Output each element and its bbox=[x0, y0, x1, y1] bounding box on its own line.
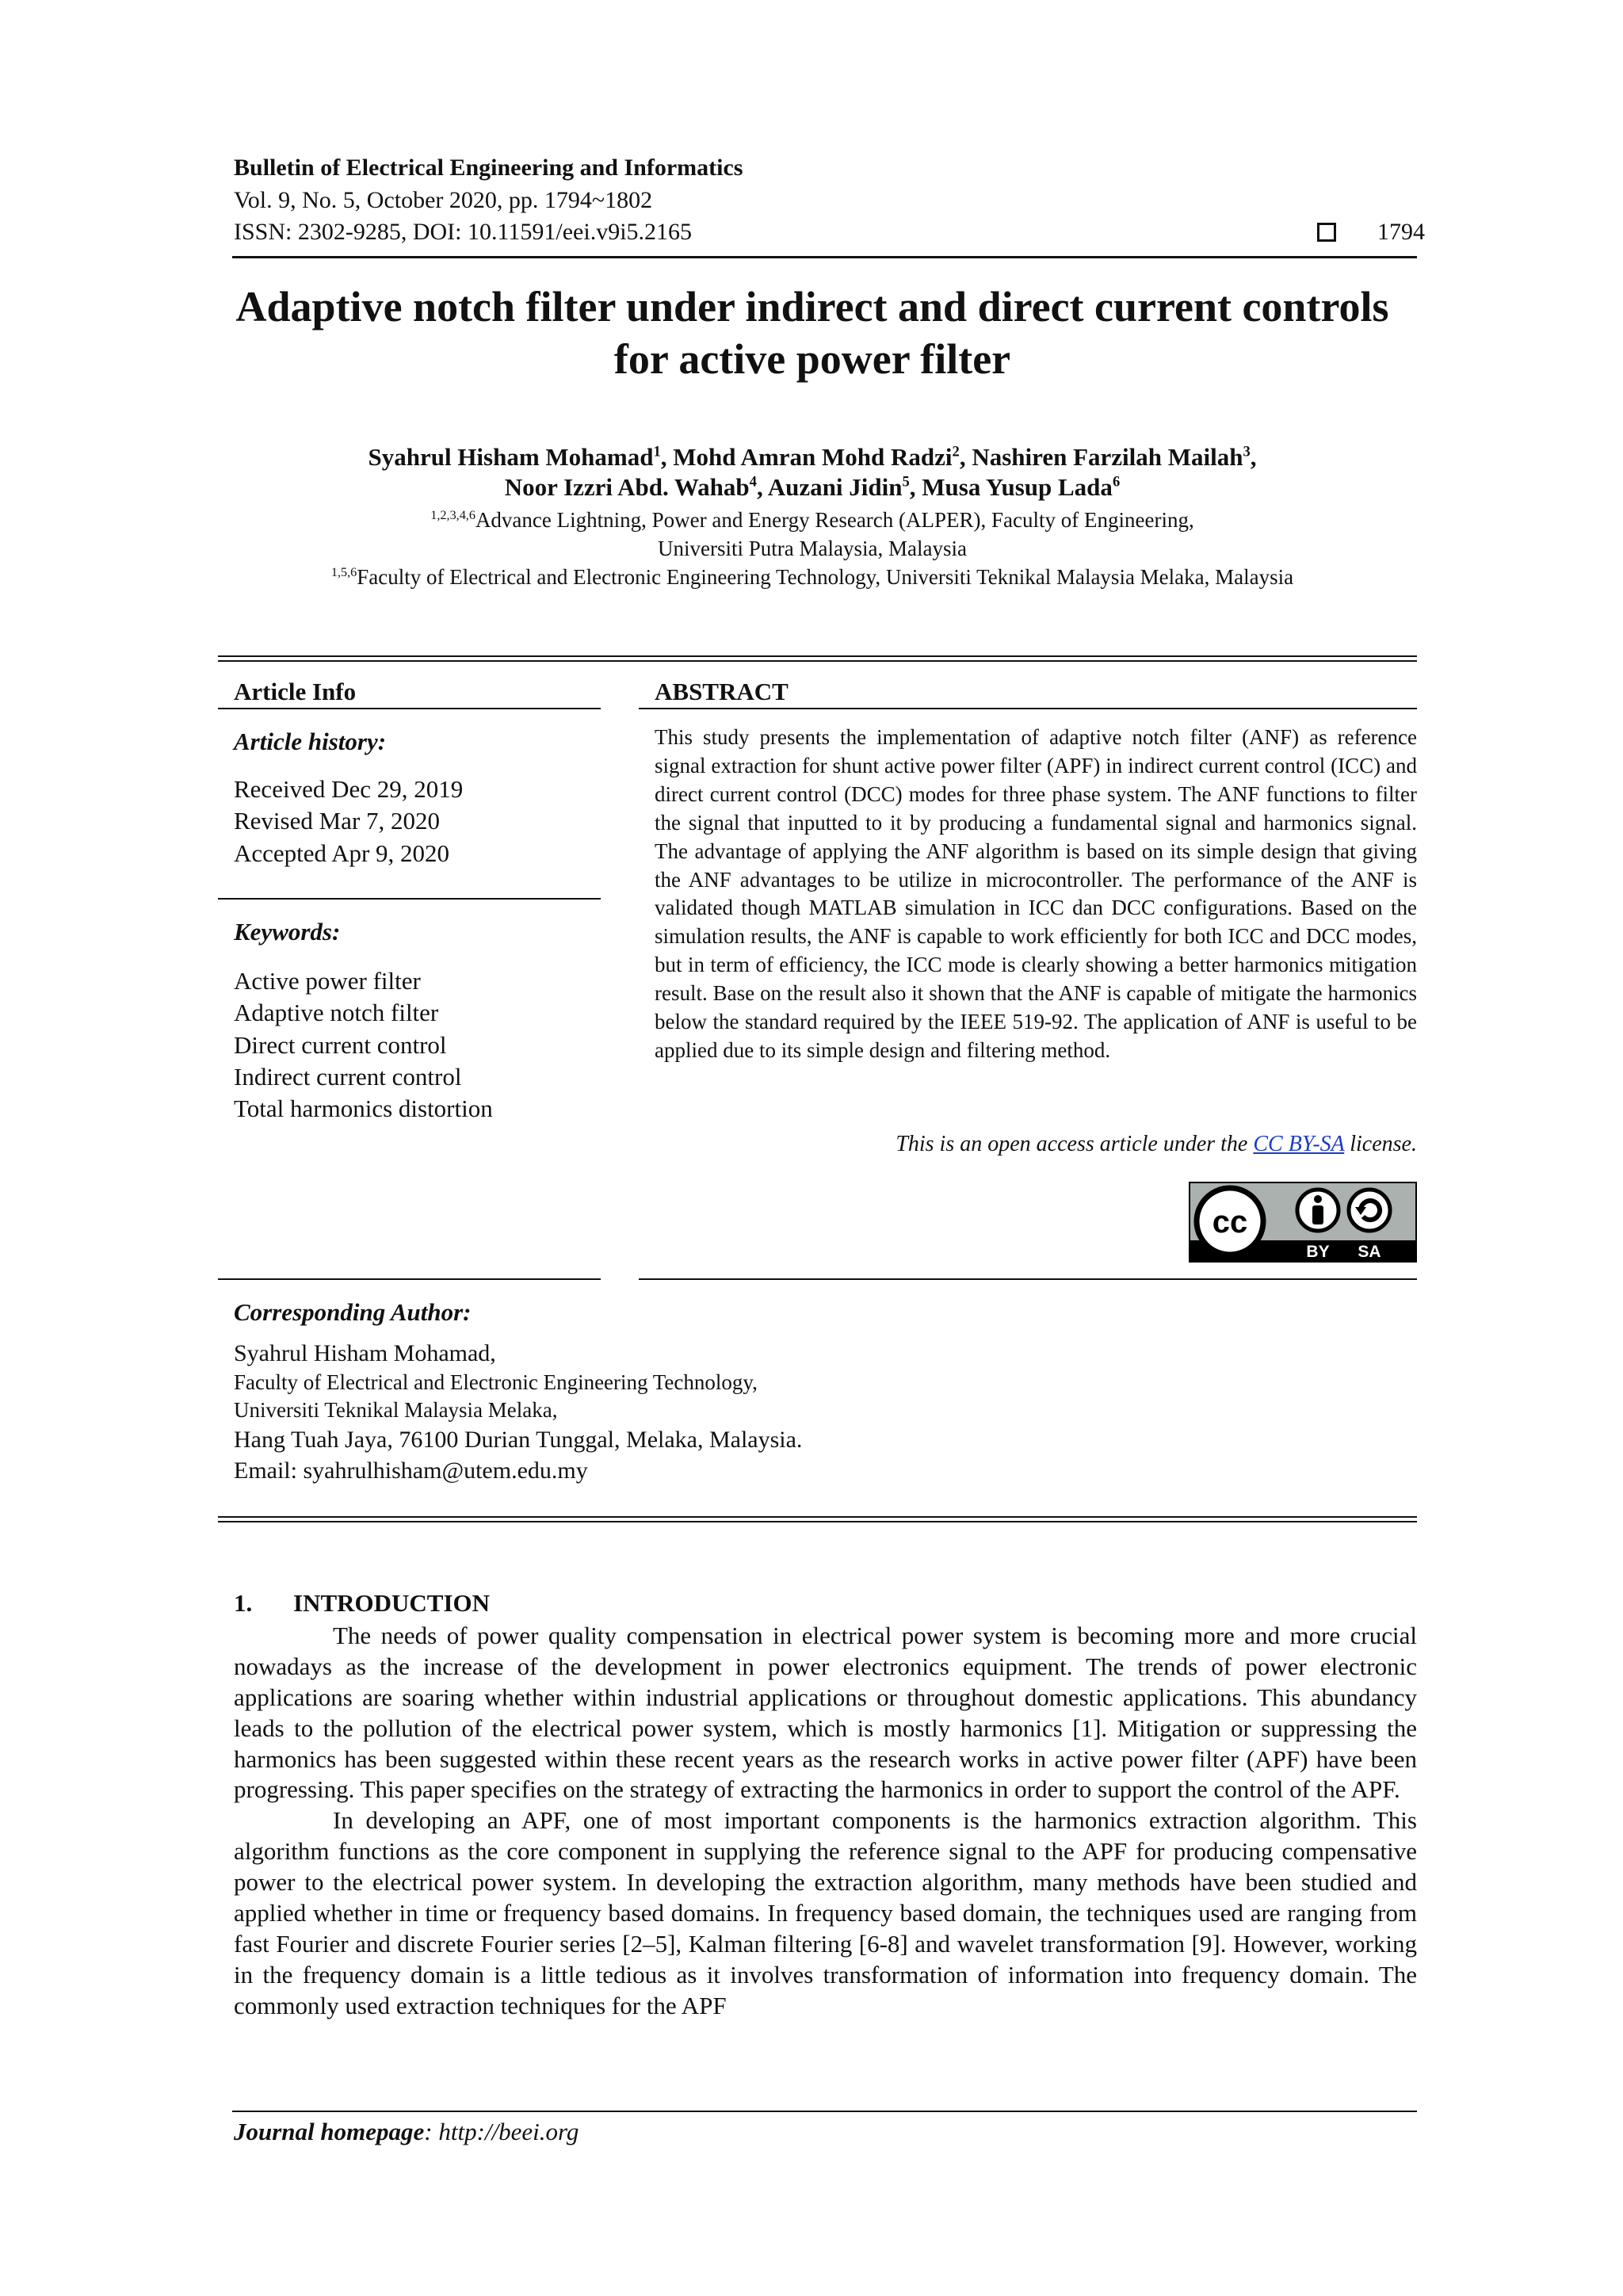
author-list bbox=[190, 442, 1434, 503]
keywords-label: Keywords: bbox=[234, 918, 341, 946]
open-access-note bbox=[655, 1132, 1417, 1157]
keyword: Active power filter bbox=[234, 967, 421, 995]
infobox-bottom-rule-2 bbox=[218, 1521, 1417, 1522]
corresponding-name: Syahrul Hisham Mohamad, bbox=[234, 1340, 496, 1366]
keyword: Total harmonics distortion bbox=[234, 1095, 493, 1123]
keywords-rule bbox=[218, 1278, 601, 1280]
keyword: Direct current control bbox=[234, 1030, 447, 1059]
sa-label: SA bbox=[1358, 1243, 1381, 1261]
article-history-label: Article history: bbox=[234, 728, 387, 755]
header-rule bbox=[232, 256, 1417, 258]
author-name: Mohd Amran Mohd Radzi bbox=[673, 443, 953, 471]
section-number: 1. bbox=[234, 1589, 253, 1617]
abstract-bottom-rule bbox=[639, 1278, 1417, 1280]
author-name: Noor Izzri Abd. Wahab bbox=[504, 473, 750, 502]
article-info-rule bbox=[218, 708, 601, 709]
affiliations bbox=[190, 506, 1434, 592]
affiliation-line: Advance Lightning, Power and Energy Research (ALPER), Faculty of Engineering, bbox=[475, 508, 1194, 532]
article-history bbox=[234, 774, 463, 869]
author-name: Musa Yusup Lada bbox=[922, 473, 1113, 502]
infobox-top-rule bbox=[218, 655, 1417, 657]
corresponding-label: Corresponding Author: bbox=[234, 1298, 472, 1326]
by-label: BY bbox=[1306, 1243, 1330, 1261]
author-sup: 1 bbox=[653, 443, 661, 460]
section-title: INTRODUCTION bbox=[293, 1589, 491, 1617]
issn-doi: ISSN: 2302-9285, DOI: 10.11591/eei.v9i5.2165 bbox=[234, 219, 693, 245]
introduction-heading bbox=[234, 1589, 490, 1618]
volume-info: Vol. 9, No. 5, October 2020, pp. 1794~1802 bbox=[234, 187, 653, 213]
square-icon bbox=[1317, 223, 1336, 242]
author-separator: , bbox=[1250, 443, 1257, 471]
paragraph: The needs of power quality compensation in electrical power system is becoming more and more crucial nowadays as the increase of the development in power electronics equipment. The trends of power electronic applications are soaring whether within industrial applications or throughout domestic applications. This abundancy leads to the pollution of the electrical power system, which is mostly harmonics [1]. Mitigation or suppressing the harmonics has been suggested within these recent years as the research works in active power filter (APF) have been progressing. This paper specifies on the strategy of extracting the harmonics in order to support the control of the APF. bbox=[234, 1622, 1417, 1804]
keyword: Adaptive notch filter bbox=[234, 999, 439, 1027]
homepage-label: Journal homepage bbox=[234, 2118, 425, 2145]
corresponding-university: Universiti Teknikal Malaysia Melaka, bbox=[234, 1398, 558, 1423]
accepted-date: Accepted Apr 9, 2020 bbox=[234, 839, 450, 867]
sa-share-icon bbox=[1349, 1190, 1390, 1231]
revised-date: Revised Mar 7, 2020 bbox=[234, 807, 441, 835]
abstract-rule bbox=[639, 708, 1417, 709]
title-line-2: for active power filter bbox=[613, 334, 1011, 383]
abstract-text: This study presents the implementation of adaptive notch filter (ANF) as reference signal extraction for shunt active power filter (APF) in indirect current control (ICC) and direct current control (DCC) modes for three phase system. The ANF functions to filter the signal that inputted to it by producing a fundamental signal and harmonics signal. The advantage of applying the ANF algorithm is based on its simple design that giving the ANF advantages to be utilize in microcontroller. The performance of the ANF is validated though MATLAB simulation in ICC dan DCC configurations. Based on the simulation results, the ANF is capable to work efficiently for both ICC and DCC modes, but in term of efficiency, the ICC mode is clearly showing a better harmonics mitigation result. Base on the result also it shown that the ANF is capable of mitigate the harmonics below the standard required by the IEEE 519-92. The application of ANF is useful to be applied due to its simple design and filtering method. bbox=[655, 725, 1417, 1062]
author-separator: , bbox=[959, 443, 972, 471]
author-name: Syahrul Hisham Mohamad bbox=[368, 443, 654, 471]
corresponding-faculty: Faculty of Electrical and Electronic Engineering Technology, bbox=[234, 1370, 758, 1394]
affiliation-line: Faculty of Electrical and Electronic Engineering Technology, Universiti Teknikal Malaysia Melaka, Malaysia bbox=[357, 565, 1294, 590]
corresponding-author bbox=[234, 1338, 802, 1486]
affiliation-line: Universiti Putra Malaysia, Malaysia bbox=[658, 537, 967, 561]
introduction-body bbox=[234, 1621, 1417, 2022]
page-number: 1794 bbox=[1377, 219, 1425, 245]
open-access-text-end: license. bbox=[1344, 1132, 1417, 1156]
affiliation-sup: 1,2,3,4,6 bbox=[430, 508, 475, 522]
author-separator: , bbox=[756, 473, 768, 502]
author-sup: 6 bbox=[1112, 474, 1121, 491]
open-access-text: This is an open access article under the bbox=[896, 1132, 1254, 1156]
article-info-heading: Article Info bbox=[234, 678, 357, 705]
author-separator: , bbox=[660, 443, 674, 471]
author-separator: , bbox=[909, 473, 922, 502]
paper-title bbox=[190, 281, 1434, 386]
journal-name: Bulletin of Electrical Engineering and Informatics bbox=[234, 155, 743, 181]
cc-by-sa-link[interactable]: CC BY-SA bbox=[1253, 1132, 1345, 1156]
author-sup: 3 bbox=[1243, 443, 1251, 460]
corresponding-address: Hang Tuah Jaya, 76100 Durian Tunggal, Melaka, Malaysia. bbox=[234, 1427, 803, 1454]
footer-rule bbox=[232, 2111, 1417, 2112]
history-rule bbox=[218, 898, 601, 900]
abstract-heading: ABSTRACT bbox=[655, 678, 789, 705]
author-name: Nashiren Farzilah Mailah bbox=[972, 443, 1243, 471]
paragraph: In developing an APF, one of most important components is the harmonics extraction algorithm. This algorithm functions as the core component in supplying the reference signal to the APF for producing compensative power to the electrical power system. In developing the extraction algorithm, many methods have been studied and applied whether in time or frequency based domains. In frequency based domain, the techniques used are ranging from fast Fourier and discrete Fourier series [2–5], Kalman filtering [6-8] and wavelet transformation [9]. However, working in the frequency domain is a little tedious as it involves transformation of information into frequency domain. The commonly used extraction techniques for the APF bbox=[234, 1806, 1417, 2019]
author-name: Auzani Jidin bbox=[767, 473, 903, 502]
title-line-1: Adaptive notch filter under indirect and direct current controls bbox=[235, 283, 1389, 330]
cc-letters: cc bbox=[1212, 1205, 1248, 1240]
affiliation-sup: 1,5,6 bbox=[330, 565, 357, 580]
cc-by-sa-icon bbox=[1189, 1182, 1417, 1263]
infobox-bottom-rule bbox=[218, 1516, 1417, 1518]
corresponding-email: Email: syahrulhisham@utem.edu.my bbox=[234, 1457, 588, 1484]
keyword-list bbox=[234, 965, 493, 1125]
journal-homepage bbox=[234, 2118, 579, 2146]
received-date: Received Dec 29, 2019 bbox=[234, 775, 464, 803]
infobox-top-rule-2 bbox=[218, 660, 1417, 662]
author-sup: 4 bbox=[749, 474, 757, 491]
keyword: Indirect current control bbox=[234, 1062, 462, 1091]
author-sup: 2 bbox=[952, 443, 960, 460]
author-sup: 5 bbox=[902, 474, 910, 491]
homepage-url[interactable]: : http://beei.org bbox=[424, 2118, 579, 2145]
